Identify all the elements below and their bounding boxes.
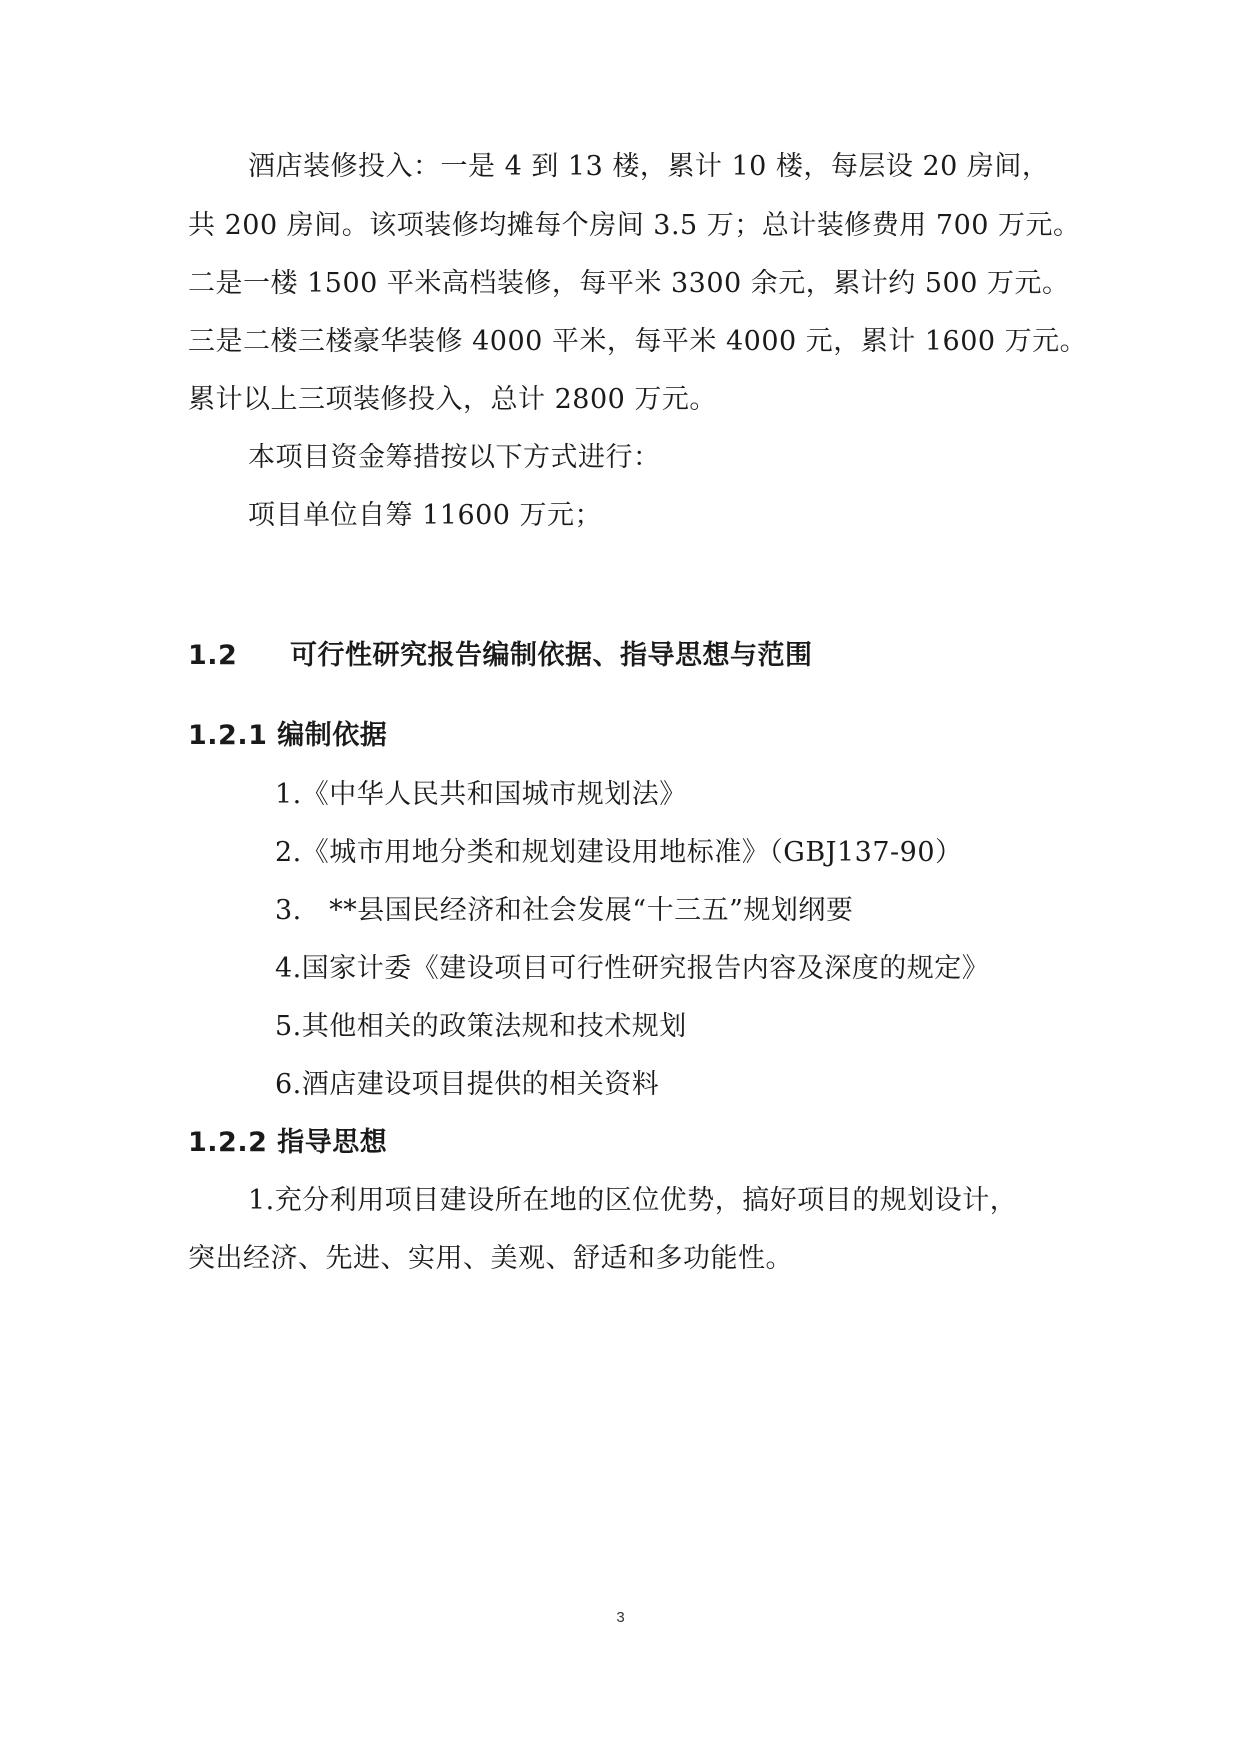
basis-list-item: 6.酒店建设项目提供的相关资料 [275, 1069, 660, 1100]
guiding-thought-line-1: 1.充分利用项目建设所在地的区位优势，搞好项目的规划设计， [248, 1185, 1018, 1216]
funding-intro: 本项目资金筹措按以下方式进行： [248, 442, 661, 473]
basis-list-item: 1.《中华人民共和国城市规划法》 [275, 779, 687, 810]
basis-list-item: 5.其他相关的政策法规和技术规划 [275, 1011, 687, 1042]
section-1-2-heading [188, 638, 813, 674]
basis-list-item: 2.《城市用地分类和规划建设用地标准》（GBJ137-90） [275, 837, 963, 868]
section-1-2-2-heading: 1.2.2 指导思想 [188, 1127, 388, 1158]
investment-paragraph-line-5: 累计以上三项装修投入，总计 2800 万元。 [188, 384, 717, 415]
page-number: 3 [616, 1609, 625, 1626]
section-1-2-1-heading: 1.2.1 编制依据 [188, 720, 388, 751]
section-1-2-title: 可行性研究报告编制依据、指导思想与范围 [290, 640, 813, 671]
investment-paragraph-line-4: 三是二楼三楼豪华装修 4000 平米，每平米 4000 元，累计 1600 万元。 [188, 326, 1088, 357]
funding-item: 项目单位自筹 11600 万元； [248, 500, 603, 531]
investment-paragraph-line-2: 共 200 房间。该项装修均摊每个房间 3.5 万；总计装修费用 700 万元。 [188, 210, 1081, 241]
basis-list-item: 4.国家计委《建设项目可行性研究报告内容及深度的规定》 [275, 953, 990, 984]
investment-paragraph-line-1: 酒店装修投入：一是 4 到 13 楼，累计 10 楼，每层设 20 房间， [248, 151, 1050, 182]
investment-paragraph-line-3: 二是一楼 1500 平米高档装修，每平米 3300 余元，累计约 500 万元。 [188, 268, 1070, 299]
section-1-2-number: 1.2 [188, 640, 238, 671]
basis-list-item: 3. **县国民经济和社会发展“十三五”规划纲要 [275, 895, 854, 926]
guiding-thought-line-2: 突出经济、先进、实用、美观、舒适和多功能性。 [188, 1243, 793, 1274]
